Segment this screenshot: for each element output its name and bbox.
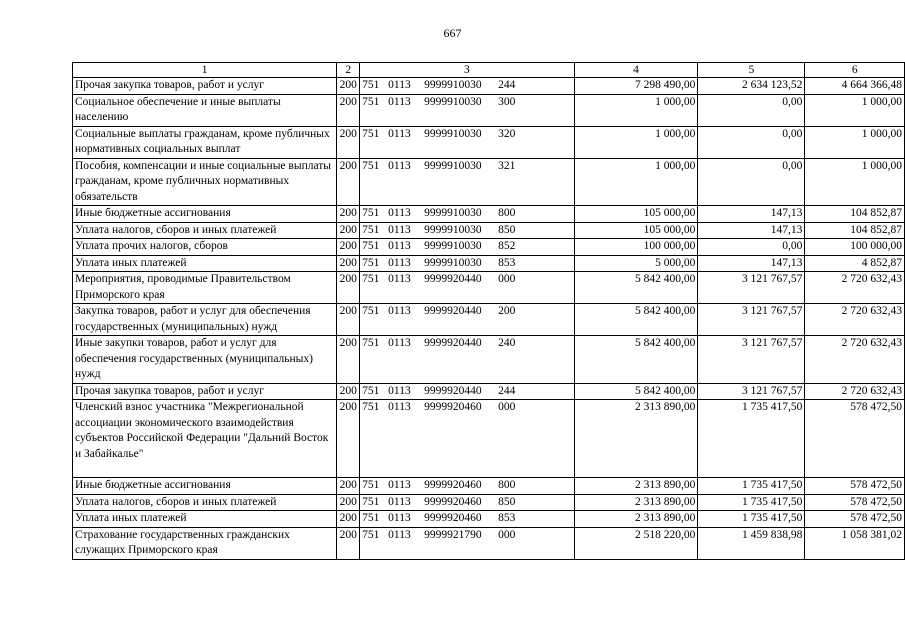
- row-name: Страхование государственных гражданских служащих Приморского края: [73, 527, 337, 559]
- row-rest: 2 720 632,43: [805, 304, 905, 336]
- row-rzpr: 0113: [388, 305, 411, 317]
- row-rest: 578 472,50: [805, 478, 905, 495]
- table-row: [73, 527, 905, 559]
- row-done: 1 459 838,98: [698, 527, 805, 559]
- row-plan: 1 000,00: [574, 94, 698, 126]
- row-gr: 200: [337, 222, 360, 239]
- row-codes: [360, 511, 574, 528]
- row-done: 147,13: [698, 206, 805, 223]
- row-csr: 9999920440: [424, 384, 482, 397]
- row-csr: 9999910030: [424, 127, 482, 140]
- row-done: 3 121 767,57: [698, 336, 805, 384]
- row-codes: [360, 383, 574, 400]
- row-vr: 000: [498, 273, 516, 285]
- row-gr: 200: [337, 272, 360, 304]
- table-row: [73, 304, 905, 336]
- row-codes: [360, 494, 574, 511]
- row-gr: 200: [337, 126, 360, 158]
- row-codes: [360, 478, 574, 495]
- row-vr: 000: [498, 528, 516, 541]
- row-vr: 200: [498, 305, 516, 317]
- row-rest: 1 000,00: [805, 94, 905, 126]
- row-done: 1 735 417,50: [698, 494, 805, 511]
- column-header: 5: [698, 63, 805, 78]
- row-gr: 200: [337, 494, 360, 511]
- row-ved: 751: [362, 273, 380, 285]
- row-plan: 5 842 400,00: [574, 336, 698, 384]
- row-rest: 578 472,50: [805, 511, 905, 528]
- row-plan: 2 313 890,00: [574, 494, 698, 511]
- row-gr: 200: [337, 158, 360, 206]
- column-header: 4: [574, 63, 698, 78]
- row-name: Уплата иных платежей: [73, 255, 337, 272]
- row-plan: 5 842 400,00: [574, 304, 698, 336]
- row-gr: 200: [337, 78, 360, 95]
- row-csr: 9999910030: [424, 79, 482, 91]
- row-codes: [360, 158, 574, 206]
- row-gr: 200: [337, 527, 360, 559]
- row-codes: [360, 304, 574, 336]
- table-body: [73, 63, 905, 560]
- row-ved: 751: [362, 223, 380, 236]
- row-ved: 751: [362, 495, 380, 508]
- row-plan: 5 000,00: [574, 255, 698, 272]
- row-done: 1 735 417,50: [698, 478, 805, 495]
- row-done: 147,13: [698, 222, 805, 239]
- row-vr: 850: [498, 223, 516, 236]
- row-name: Социальное обеспечение и иные выплаты населению: [73, 94, 337, 126]
- row-codes: [360, 255, 574, 272]
- row-rzpr: 0113: [388, 256, 411, 269]
- row-rest: 4 664 366,48: [805, 78, 905, 95]
- column-header: 3: [360, 63, 574, 78]
- row-plan: 105 000,00: [574, 206, 698, 223]
- row-vr: 850: [498, 495, 516, 508]
- row-plan: 5 842 400,00: [574, 383, 698, 400]
- row-rzpr: 0113: [388, 79, 411, 91]
- row-done: 2 634 123,52: [698, 78, 805, 95]
- row-name: Прочая закупка товаров, работ и услуг: [73, 383, 337, 400]
- row-done: 0,00: [698, 94, 805, 126]
- row-rest: 100 000,00: [805, 239, 905, 256]
- page-number: 667: [443, 26, 462, 40]
- row-gr: 200: [337, 400, 360, 478]
- column-header: 1: [73, 63, 337, 78]
- budget-table: [72, 62, 905, 560]
- row-codes: [360, 126, 574, 158]
- row-ved: 751: [362, 401, 380, 413]
- row-rest: 2 720 632,43: [805, 383, 905, 400]
- row-ved: 751: [362, 384, 380, 397]
- row-rzpr: 0113: [388, 240, 411, 252]
- table-row: [73, 494, 905, 511]
- row-plan: 105 000,00: [574, 222, 698, 239]
- row-vr: 800: [498, 479, 516, 491]
- row-csr: 9999910030: [424, 240, 482, 252]
- row-gr: 200: [337, 336, 360, 384]
- row-rzpr: 0113: [388, 401, 411, 413]
- row-done: 1 735 417,50: [698, 400, 805, 478]
- table-row: [73, 222, 905, 239]
- row-ved: 751: [362, 159, 380, 172]
- table-row: [73, 511, 905, 528]
- row-name: Социальные выплаты гражданам, кроме публичных нормативных социальных выплат: [73, 126, 337, 158]
- row-gr: 200: [337, 206, 360, 223]
- row-vr: 853: [498, 512, 516, 524]
- row-ved: 751: [362, 528, 380, 541]
- row-codes: [360, 527, 574, 559]
- table-row: [73, 158, 905, 206]
- row-ved: 751: [362, 256, 380, 269]
- row-rest: 1 000,00: [805, 158, 905, 206]
- row-done: 147,13: [698, 255, 805, 272]
- row-csr: 9999910030: [424, 95, 482, 108]
- row-rzpr: 0113: [388, 384, 411, 397]
- row-rzpr: 0113: [388, 273, 411, 285]
- row-name: Уплата иных платежей: [73, 511, 337, 528]
- table-row: [73, 400, 905, 478]
- row-plan: 1 000,00: [574, 158, 698, 206]
- row-vr: 244: [498, 384, 516, 397]
- row-name: Иные бюджетные ассигнования: [73, 206, 337, 223]
- row-plan: 2 313 890,00: [574, 511, 698, 528]
- row-rzpr: 0113: [388, 223, 411, 236]
- row-vr: 300: [498, 95, 516, 108]
- row-rzpr: 0113: [388, 495, 411, 508]
- row-codes: [360, 239, 574, 256]
- row-rzpr: 0113: [388, 207, 411, 219]
- row-csr: 9999920460: [424, 495, 482, 508]
- row-rzpr: 0113: [388, 479, 411, 491]
- row-csr: 9999920440: [424, 305, 482, 317]
- row-rest: 4 852,87: [805, 255, 905, 272]
- row-rzpr: 0113: [388, 337, 411, 349]
- row-rest: 578 472,50: [805, 494, 905, 511]
- row-plan: 2 313 890,00: [574, 400, 698, 478]
- row-done: 3 121 767,57: [698, 383, 805, 400]
- row-codes: [360, 400, 574, 478]
- row-name: Иные бюджетные ассигнования: [73, 478, 337, 495]
- row-vr: 244: [498, 79, 516, 91]
- row-ved: 751: [362, 79, 380, 91]
- row-plan: 2 518 220,00: [574, 527, 698, 559]
- row-gr: 200: [337, 511, 360, 528]
- row-ved: 751: [362, 479, 380, 491]
- row-rzpr: 0113: [388, 512, 411, 524]
- row-vr: 800: [498, 207, 516, 219]
- row-done: 0,00: [698, 158, 805, 206]
- row-ved: 751: [362, 512, 380, 524]
- row-rzpr: 0113: [388, 95, 411, 108]
- row-ved: 751: [362, 240, 380, 252]
- table-row: [73, 206, 905, 223]
- table-row: [73, 239, 905, 256]
- row-csr: 9999920460: [424, 512, 482, 524]
- table-header-row: [73, 63, 905, 78]
- row-csr: 9999920440: [424, 273, 482, 285]
- row-vr: 852: [498, 240, 516, 252]
- row-gr: 200: [337, 383, 360, 400]
- row-csr: 9999920440: [424, 337, 482, 349]
- row-codes: [360, 94, 574, 126]
- row-plan: 7 298 490,00: [574, 78, 698, 95]
- row-vr: 321: [498, 159, 516, 172]
- row-vr: 240: [498, 337, 516, 349]
- row-ved: 751: [362, 305, 380, 317]
- column-header: 2: [337, 63, 360, 78]
- row-name: Уплата прочих налогов, сборов: [73, 239, 337, 256]
- row-ved: 751: [362, 207, 380, 219]
- row-codes: [360, 222, 574, 239]
- row-done: 0,00: [698, 126, 805, 158]
- row-done: 0,00: [698, 239, 805, 256]
- row-rest: 1 000,00: [805, 126, 905, 158]
- row-csr: 9999921790: [424, 528, 482, 541]
- row-rest: 104 852,87: [805, 206, 905, 223]
- table-row: [73, 272, 905, 304]
- row-codes: [360, 78, 574, 95]
- row-csr: 9999910030: [424, 256, 482, 269]
- table-row: [73, 78, 905, 95]
- row-name: Прочая закупка товаров, работ и услуг: [73, 78, 337, 95]
- row-vr: 320: [498, 127, 516, 140]
- row-csr: 9999920460: [424, 401, 482, 413]
- row-name: Уплата налогов, сборов и иных платежей: [73, 222, 337, 239]
- table-row: [73, 94, 905, 126]
- row-done: 1 735 417,50: [698, 511, 805, 528]
- row-name: Уплата налогов, сборов и иных платежей: [73, 494, 337, 511]
- row-codes: [360, 206, 574, 223]
- row-name: Закупка товаров, работ и услуг для обеспечения государственных (муниципальных) нужд: [73, 304, 337, 336]
- row-rest: 1 058 381,02: [805, 527, 905, 559]
- row-name: Членский взнос участника "Межрегиональной ассоциации экономического взаимодействия субъектов Российской Федерации "Дальний Восток и Забайкалье": [73, 400, 337, 478]
- row-vr: 853: [498, 256, 516, 269]
- table-row: [73, 478, 905, 495]
- column-header: 6: [805, 63, 905, 78]
- row-csr: 9999920460: [424, 479, 482, 491]
- row-rzpr: 0113: [388, 159, 411, 172]
- row-rest: 2 720 632,43: [805, 272, 905, 304]
- row-gr: 200: [337, 94, 360, 126]
- row-plan: 5 842 400,00: [574, 272, 698, 304]
- row-name: Иные закупки товаров, работ и услуг для обеспечения государственных (муниципальных) нужд: [73, 336, 337, 384]
- row-plan: 100 000,00: [574, 239, 698, 256]
- row-gr: 200: [337, 239, 360, 256]
- row-ved: 751: [362, 337, 380, 349]
- row-rzpr: 0113: [388, 127, 411, 140]
- row-rest: 578 472,50: [805, 400, 905, 478]
- row-done: 3 121 767,57: [698, 304, 805, 336]
- table-row: [73, 383, 905, 400]
- row-plan: 2 313 890,00: [574, 478, 698, 495]
- row-ved: 751: [362, 127, 380, 140]
- row-codes: [360, 336, 574, 384]
- row-csr: 9999910030: [424, 159, 482, 172]
- row-rzpr: 0113: [388, 528, 411, 541]
- row-plan: 1 000,00: [574, 126, 698, 158]
- table-row: [73, 336, 905, 384]
- row-rest: 2 720 632,43: [805, 336, 905, 384]
- row-csr: 9999910030: [424, 223, 482, 236]
- row-name: Пособия, компенсации и иные социальные выплаты гражданам, кроме публичных нормативных обязательств: [73, 158, 337, 206]
- row-codes: [360, 272, 574, 304]
- row-vr: 000: [498, 401, 516, 413]
- row-done: 3 121 767,57: [698, 272, 805, 304]
- table-row: [73, 126, 905, 158]
- row-gr: 200: [337, 304, 360, 336]
- row-name: Мероприятия, проводимые Правительством Приморского края: [73, 272, 337, 304]
- row-gr: 200: [337, 255, 360, 272]
- row-gr: 200: [337, 478, 360, 495]
- table-row: [73, 255, 905, 272]
- row-ved: 751: [362, 95, 380, 108]
- row-csr: 9999910030: [424, 207, 482, 219]
- row-rest: 104 852,87: [805, 222, 905, 239]
